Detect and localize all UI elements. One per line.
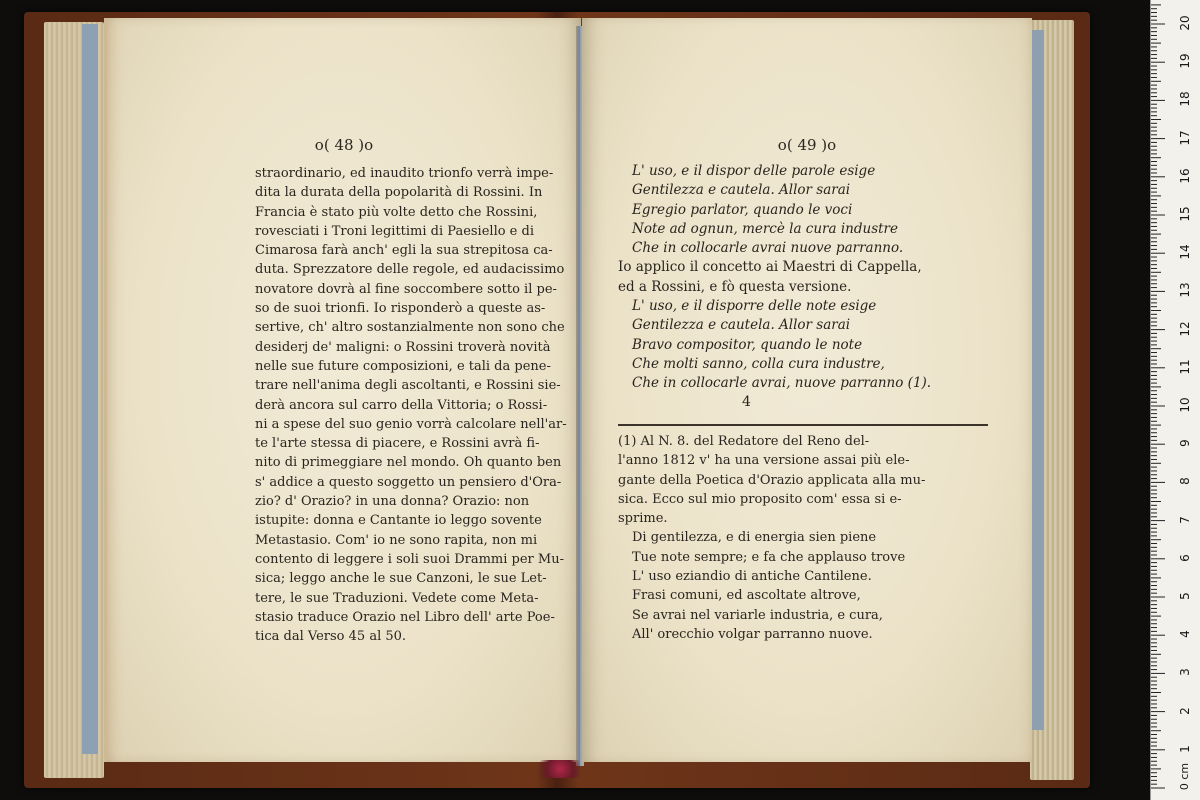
ruler-number: 19 <box>1178 53 1192 69</box>
ruler-number: 3 <box>1178 668 1192 677</box>
ruler-number: 17 <box>1178 129 1192 146</box>
text-line: zio? d' Orazio? in una donna? Orazio: non <box>255 494 530 510</box>
verse-line: L' uso, e il dispor delle parole esige <box>632 163 876 179</box>
right-page-body <box>618 162 998 394</box>
text-line: ni a spese del suo genio vorrà calcolare nell'ar- <box>255 416 567 432</box>
ruler-number: 11 <box>1178 359 1192 375</box>
footnote-verse-line: Tue note sempre; e fa che applauso trove <box>632 549 906 565</box>
text-line: tere, le sue Traduzioni. Vedete come Meta- <box>255 590 539 606</box>
left-endpaper <box>82 24 98 754</box>
text-line: nito di primeggiare nel mondo. Oh quanto ben <box>255 455 562 471</box>
text-line: desiderj de' maligni: o Rossini troverà novità <box>255 339 551 355</box>
ruler-number: 2 <box>1178 706 1192 715</box>
left-page-body <box>255 164 581 646</box>
text-line: nelle sue future composizioni, e tali da pene- <box>255 358 551 374</box>
text-line: Francia è stato più volte detto che Rossini, <box>255 204 538 220</box>
footnote-verse-line: Frasi comuni, ed ascoltate altrove, <box>632 588 861 604</box>
verse-line: Che in collocarle avrai, nuove parranno (1). <box>632 375 932 392</box>
ruler-number: 1 <box>1178 744 1192 753</box>
text-line: so de suoi trionfi. Io risponderò a queste as- <box>255 301 546 317</box>
text-line: rovesciati i Troni legittimi di Paesiello e di <box>255 223 534 239</box>
left-page <box>104 18 581 762</box>
verse-line: L' uso, e il disporre delle note esige <box>632 298 877 315</box>
footnote-line: l'anno 1812 v' ha una versione assai più ele- <box>618 453 910 469</box>
text-line: dita la durata della popolarità di Rossini. In <box>255 185 543 201</box>
measuring-ruler <box>1150 0 1200 800</box>
footnote-line: sica. Ecco sul mio proposito com' essa si e- <box>618 491 902 507</box>
ruler-number: 6 <box>1178 553 1192 562</box>
ruler-number: 20 <box>1178 15 1192 31</box>
text-line: Io applico il concetto ai Maestri di Cappella, <box>618 259 922 276</box>
verse-line: Che molti sanno, colla cura industre, <box>632 355 885 372</box>
text-line: derà ancora sul carro della Vittoria; o Rossi- <box>255 397 548 413</box>
ruler-number: 12 <box>1178 320 1192 337</box>
footnote <box>618 432 998 644</box>
ruler-number: 14 <box>1178 244 1192 260</box>
text-line: s' addice a questo soggetto un pensiero d'Ora- <box>255 474 562 490</box>
verse-line: Bravo compositor, quando le note <box>632 336 863 353</box>
ruler-unit-label: 0 cm <box>1178 762 1192 791</box>
footnote-verse-line: All' orecchio volgar parranno nuove. <box>632 626 873 642</box>
ruler-number: 13 <box>1178 282 1192 299</box>
text-line: te l'arte stessa di piacere, e Rossini avrà fi- <box>255 436 540 452</box>
verse-line: Gentilezza e cautela. Allor sarai <box>632 317 851 334</box>
text-line: trare nell'anima degli ascoltanti, e Rossini sie- <box>255 378 561 394</box>
verse-line: Note ad ognun, mercè la cura industre <box>632 220 898 237</box>
right-page-number: o( 49 )o <box>777 136 837 154</box>
left-page-number: o( 48 )o <box>314 136 374 154</box>
verse-line: Gentilezza e cautela. Allor sarai <box>632 182 851 199</box>
ruler-number: 15 <box>1178 206 1192 222</box>
ruler-number: 18 <box>1178 91 1192 108</box>
text-line: istupite: donna e Cantante io leggo sovente <box>255 513 542 529</box>
text-line: duta. Sprezzatore delle regole, ed audacissimo <box>255 262 565 278</box>
text-line: stasio traduce Orazio nel Libro dell' arte Poe- <box>255 609 555 625</box>
footnote-verse-line: Se avrai nel variarle industria, e cura, <box>632 607 883 623</box>
verse-line: Che in collocarle avrai nuove parranno. <box>632 240 904 257</box>
signature-mark: 4 <box>742 394 751 410</box>
text-line: ed a Rossini, e fò questa versione. <box>618 278 852 295</box>
verse-line: Egregio parlator, quando le voci <box>632 201 853 218</box>
ruler-number: 16 <box>1178 168 1192 184</box>
ruler-number: 8 <box>1178 477 1192 486</box>
ruler-number: 4 <box>1178 630 1192 639</box>
text-line: contento di leggere i soli suoi Drammi per Mu- <box>255 551 564 567</box>
ruler-ticks <box>1151 0 1200 800</box>
right-endpaper <box>1030 30 1044 730</box>
text-line: straordinario, ed inaudito trionfo verrà impe- <box>255 166 554 181</box>
footnote-line: gante della Poetica d'Orazio applicata alla mu- <box>618 472 926 488</box>
text-line: tica dal Verso 45 al 50. <box>255 629 407 645</box>
text-line: sertive, ch' altro sostanzialmente non sono che <box>255 320 565 336</box>
ruler-number: 7 <box>1178 515 1192 524</box>
footnote-rule <box>618 424 988 426</box>
footnote-verse-line: Di gentilezza, e di energia sien piene <box>632 530 877 546</box>
right-page <box>582 18 1032 762</box>
bookmark-ribbon <box>540 760 580 778</box>
ruler-number: 10 <box>1178 397 1192 413</box>
footnote-line: (1) Al N. 8. del Redatore del Reno del- <box>618 434 870 449</box>
text-line: Metastasio. Com' io ne sono rapita, non mi <box>255 532 538 548</box>
ruler-number: 5 <box>1178 592 1192 600</box>
text-line: novatore dovrà al fine soccombere sotto il pe- <box>255 281 557 297</box>
footnote-verse-line: L' uso eziandio di antiche Cantilene. <box>632 569 872 585</box>
ruler-number: 9 <box>1178 439 1192 448</box>
footnote-line: sprime. <box>618 511 668 527</box>
text-line: sica; leggo anche le sue Canzoni, le sue Let- <box>255 571 547 587</box>
text-line: Cimarosa farà anch' egli la sua strepitosa ca- <box>255 243 553 259</box>
